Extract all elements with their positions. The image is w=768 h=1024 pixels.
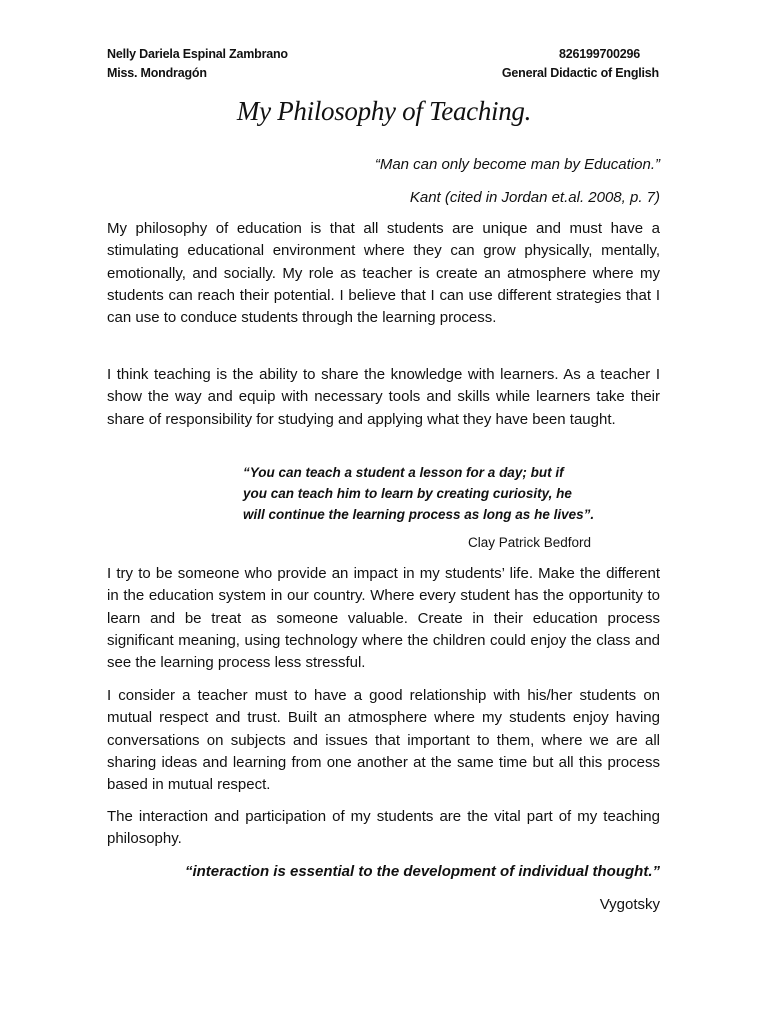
teacher-name: Miss. Mondragón	[107, 66, 207, 80]
final-quote: “interaction is essential to the development of individual thought.”	[184, 863, 660, 880]
opening-quote-source: Kant (cited in Jordan et.al. 2008, p. 7)	[409, 189, 660, 206]
block-quote-line: will continue the learning process as long as he lives”.	[243, 507, 595, 522]
paragraph-impact: I try to be someone who provide an impact in my students’ life. Make the different in the education system in our country. Where every student has the opportunity to learn and be treat as someone valuable. Create in their education process significant meaning, using technology where the children could enjoy the class and see the learning process less stressful.	[107, 565, 660, 672]
block-quote-author: Clay Patrick Bedford	[468, 535, 592, 550]
block-quote-line: “You can teach a student a lesson for a day; but if	[243, 465, 564, 480]
paragraph-relationship: I consider a teacher must to have a good relationship with his/her students on mutual respect and trust. Built an atmosphere where my students enjoy having conversations on subjects and issues that important to them, where we are all sharing ideas and learning from one another at the same time but all this process based in mutual respect.	[107, 687, 660, 794]
block-quote-line: you can teach him to learn by creating curiosity, he	[243, 486, 572, 501]
paragraph-philosophy: My philosophy of education is that all students are unique and must have a stimulating educational environment where they can grow physically, mentally, emotionally, and socially. My role as teacher is create an atmosphere where my students can reach their potential. I believe that I can use different strategies that I can use to conduce students through the learning process.	[107, 220, 660, 327]
student-name: Nelly Dariela Espinal Zambrano	[107, 47, 288, 61]
page-title: My Philosophy of Teaching.	[236, 96, 532, 126]
course-name: General Didactic of English	[501, 66, 659, 80]
opening-quote: “Man can only become man by Education.”	[374, 156, 660, 173]
block-quote	[243, 462, 653, 525]
paragraph-interaction: The interaction and participation of my students are the vital part of my teaching philosophy.	[107, 808, 660, 848]
student-id: 826199700296	[558, 47, 640, 61]
paragraph-teaching: I think teaching is the ability to share the knowledge with learners. As a teacher I show the way and equip with necessary tools and skills while learners take their share of responsibility for studying and applying what they have been taught.	[107, 366, 660, 428]
final-quote-author: Vygotsky	[599, 896, 660, 913]
